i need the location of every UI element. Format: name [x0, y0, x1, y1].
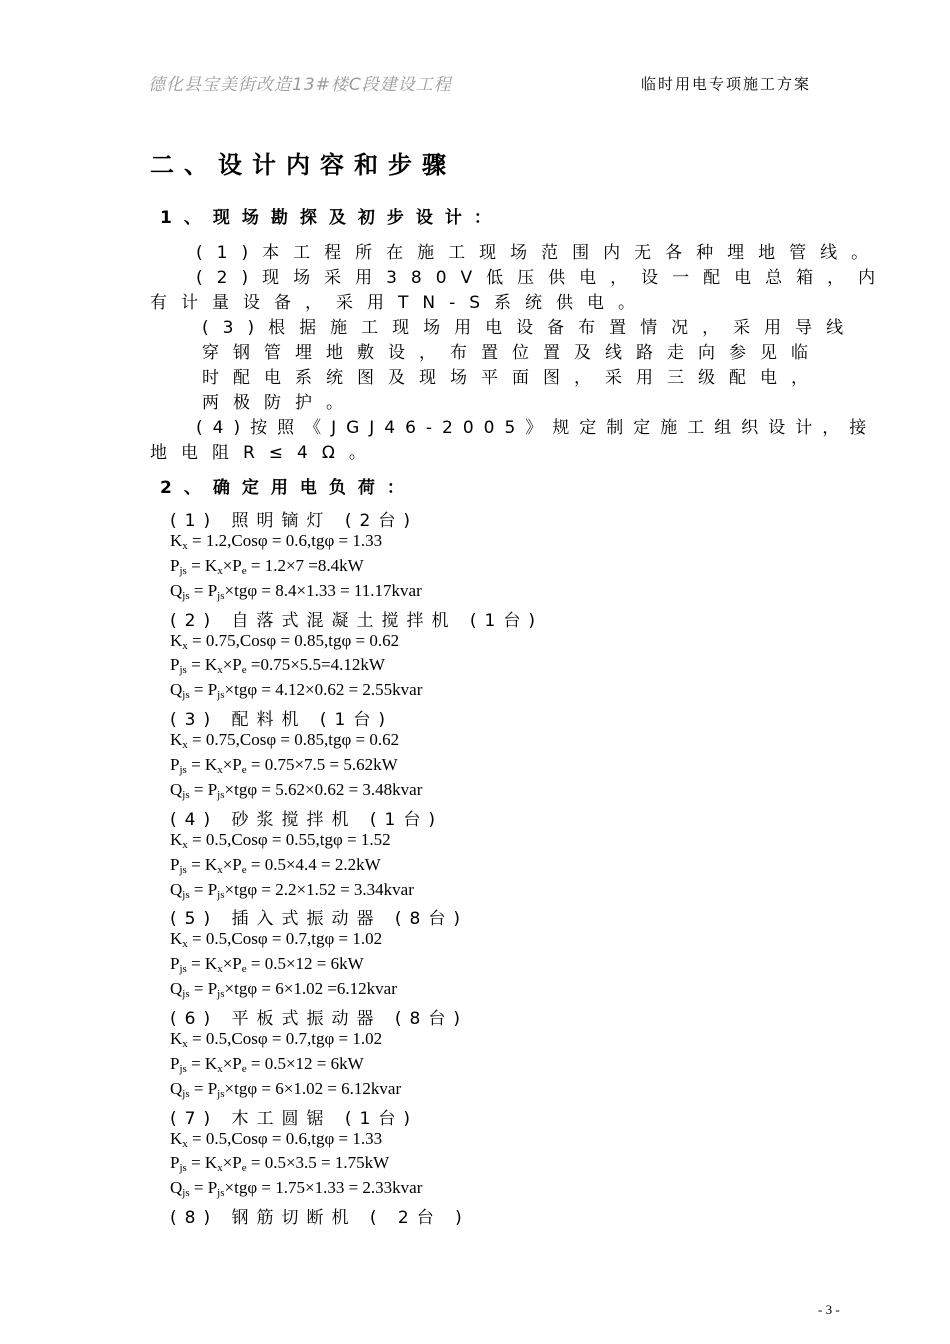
paragraph-3-line-1: (3)根据施工现场用电设备布置情况，采用导线: [202, 318, 858, 338]
pjs-line: $P_{js} = K_x\times P_e = 0.5\times 4.4 = 2.2kW$: [170, 854, 381, 876]
subsection-2-title: 2、确定用电负荷：: [160, 478, 416, 498]
paragraph-1: (1)本工程所在施工现场范围内无各种埋地管线。: [196, 243, 883, 263]
header-project-name: 德化县宝美街改造13#楼C段建设工程: [148, 75, 452, 95]
kx-line: $K_x = 1.2,Cos\varphi = 0.6,tg\varphi = 1.33$: [170, 530, 383, 552]
load-item-title: (7) 木工圆锯 (1台): [170, 1108, 418, 1129]
pjs-line: $P_{js} = K_x\times P_e = 0.5\times 3.5 = 1.75kW$: [170, 1153, 390, 1175]
kx-line: $K_x = 0.5,Cos\varphi = 0.7,tg\varphi = 1.02$: [170, 1028, 383, 1050]
paragraph-4-line-1: (4)按照《JGJ46-2005》规定制定施工组织设计，接: [196, 418, 877, 438]
qjs-line: $Q_{js} = P_{js}\times tg\varphi = 6\times 1.02$ = 6.12kvar: [170, 1078, 402, 1100]
qjs-line: $Q_{js} = P_{js}\times tg\varphi = 2.2\times 1.52$ = 3.34kvar: [170, 879, 414, 901]
pjs-line: $P_{js} = K_x\times P_e = 0.5\times 12 = 6kW$: [170, 1053, 364, 1075]
paragraph-3-line-4: 两极防护。: [202, 393, 357, 413]
qjs-line: $Q_{js} = P_{js}\times tg\varphi = 4.12\times 0.62$ = 2.55kvar: [170, 680, 423, 702]
load-item-title: (1) 照明镝灯 (2台): [170, 511, 418, 531]
section-title: 二、设计内容和步骤: [150, 151, 456, 179]
load-item-title: (3) 配料机 (1台): [170, 710, 393, 731]
pjs-line: $P_{js} = K_x\times P_e = 1.2\times 7 =8.4kW$: [170, 555, 364, 577]
load-item-title: (5) 插入式振动器 (8台): [170, 909, 468, 930]
paragraph-3-line-3: 时配电系统图及现场平面图，采用三级配电，: [202, 368, 822, 388]
page-number: - 3 -: [818, 1302, 840, 1317]
qjs-line: $Q_{js} = P_{js}\times tg\varphi = 8.4\times 1.33$ = 11.17kvar: [170, 580, 422, 602]
qjs-line: $Q_{js} = P_{js}\times tg\varphi = 5.62\times 0.62$ = 3.48kvar: [170, 779, 423, 801]
kx-line: $K_x = 0.5,Cos\varphi = 0.7,tg\varphi = 1.02$: [170, 929, 383, 951]
kx-line: $K_x = 0.75,Cos\varphi = 0.85,tg\varphi = 0.62$: [170, 730, 400, 752]
kx-line: $K_x = 0.5,Cos\varphi = 0.6,tg\varphi = 1.33$: [170, 1128, 383, 1150]
qjs-line: $Q_{js} = P_{js}\times tg\varphi = 1.75\times 1.33$ = 2.33kvar: [170, 1178, 423, 1200]
load-item-title: (2) 自落式混凝土搅拌机 (1台): [170, 610, 543, 631]
load-item-title: (6) 平板式振动器 (8台): [170, 1009, 468, 1029]
load-item-8-title: (8) 钢筋切断机 ( 2台 ): [170, 1208, 470, 1228]
subsection-1-title: 1、现场勘探及初步设计：: [160, 208, 503, 228]
paragraph-4-line-2: 地电阻R≤4Ω。: [150, 443, 380, 463]
pjs-line: $P_{js} = K_x\times P_e =0.75\times 5.5=4.12kW$: [170, 655, 385, 677]
pjs-line: $P_{js} = K_x\times P_e = 0.5\times 12 = 6kW$: [170, 954, 364, 976]
pjs-line: $P_{js} = K_x\times P_e = 0.75\times 7.5 = 5.62kW$: [170, 755, 398, 776]
qjs-line: $Q_{js} = P_{js}\times tg\varphi = 6\times 1.02$ =6.12kvar: [170, 979, 397, 1001]
paragraph-2-line-2: 有计量设备，采用TN-S系统供电。: [150, 293, 650, 313]
kx-line: $K_x = 0.75,Cos\varphi = 0.85,tg\varphi = 0.62$: [170, 630, 400, 652]
paragraph-3-line-2: 穿钢管埋地敷设，布置位置及线路走向参见临: [202, 343, 822, 363]
header-doc-title: 临时用电专项施工方案: [641, 75, 812, 93]
paragraph-2-line-1: (2)现场采用380V低压供电，设一配电总箱，内: [196, 268, 890, 288]
kx-line: $K_x = 0.5,Cos\varphi = 0.55,tg\varphi = 1.52$: [170, 829, 391, 851]
load-item-title: (4) 砂浆搅拌机 (1台): [170, 809, 443, 830]
